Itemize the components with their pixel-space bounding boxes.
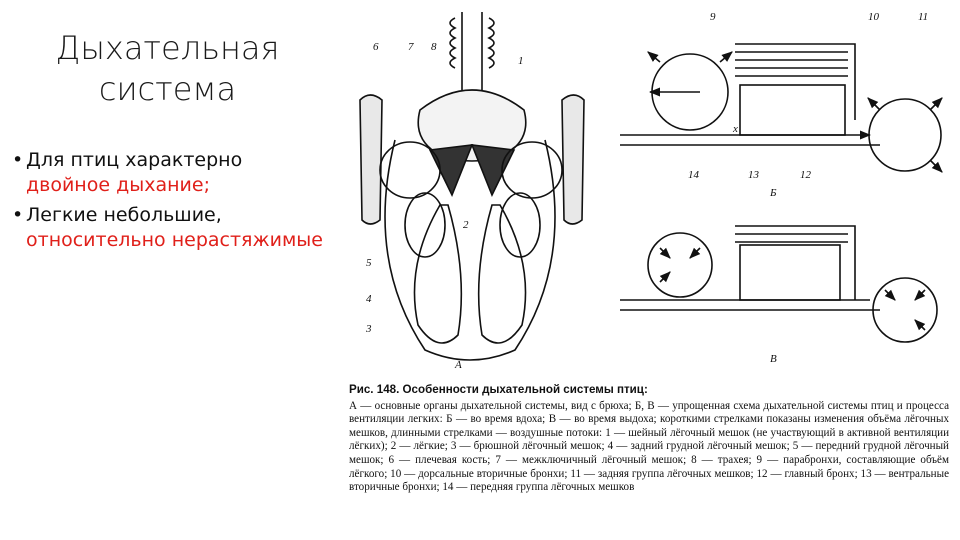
label-2: 2 [463,219,469,231]
bullet-item [10,148,330,197]
panel-a-letter: А [455,359,462,371]
figure-caption [349,383,949,495]
label-8: 8 [431,41,437,53]
caption-title: Рис. 148. Особенности дыхательной системы птиц: [349,383,648,396]
panel-a-anatomy [360,12,584,360]
panel-b-scheme [620,44,942,172]
label-12: 12 [800,169,811,181]
title-line-1: Дыхательная [55,29,280,67]
bullet-text: Для птиц характерно [26,149,243,171]
label-x: x [733,123,738,135]
caption-body: А — основные органы дыхательной системы, вид с брюха; Б, В — упрощенная схема дыхательной системы птиц и процесса вентиляции легких: Б — во время вдоха; В — во время выдоха; короткими стрелками показаны изменения объёма лёгочных мешков, длинными стрелками — воздушные потоки: 1 — шейный лёгочный мешок (не участвующий в активной вентиляции лёгких); 2 — лёгкие; 3 — брюшной лёгочный мешок; 4 — задний грудной лёгочный мешок; 5 — передний грудной лёгочный мешок; 6 — плечевая кость; 7 — межключичный лёгочный мешок; 8 — трахея; 9 — парабронхи, составляющие объём лёгкого; 10 — дорсальные вторичные бронхи; 11 — задняя группа лёгочных мешков; 12 — главный бронх; 13 — вентральные вторичные бронхи; 14 — передняя группа лёгочных мешков [349,399,949,494]
title-line-2: система [98,69,237,108]
label-10: 10 [868,11,879,23]
respiratory-system-figure [340,0,960,380]
label-14: 14 [688,169,699,181]
label-4: 4 [366,293,372,305]
label-1: 1 [518,55,524,67]
label-5: 5 [366,257,372,269]
label-11: 11 [918,11,929,23]
slide-title [30,28,305,109]
bullet-list [10,148,330,259]
bullet-highlight: относительно нерастяжимые [26,229,323,252]
label-6: 6 [373,41,379,53]
bullet-highlight: двойное дыхание; [26,173,210,196]
panel-v-letter: В [770,353,777,365]
label-9: 9 [710,11,716,23]
label-3: 3 [366,323,372,335]
panel-b-letter: Б [770,187,777,199]
label-7: 7 [408,41,414,53]
label-13: 13 [748,169,759,181]
bullet-item [10,203,330,252]
bullet-text: Легкие небольшие, [26,204,222,227]
panel-v-labels [770,353,777,365]
panel-v-scheme [620,226,937,342]
panel-b-labels [688,11,928,199]
